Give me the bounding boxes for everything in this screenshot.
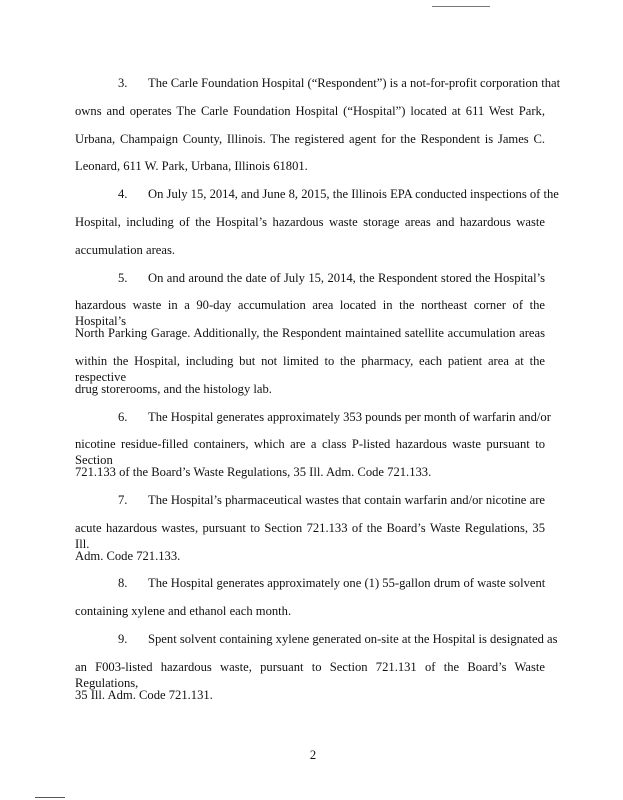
- paragraph-line: Leonard, 611 W. Park, Urbana, Illinois 61801.: [75, 159, 308, 174]
- paragraph-number: 4.: [118, 187, 128, 202]
- paragraph-line: Hospital, including of the Hospital’s hazardous waste storage areas and hazardous waste: [75, 215, 545, 229]
- paragraph-line: containing xylene and ethanol each month.: [75, 604, 292, 619]
- paragraph-text: The Hospital generates approximately one (1) 55-gallon drum of waste solvent: [148, 576, 546, 591]
- paragraph-number: 5.: [118, 270, 128, 285]
- paragraph-number: 9.: [118, 632, 128, 646]
- paragraph-number: 3.: [118, 76, 128, 90]
- paragraph-line: owns and operates The Carle Foundation Hospital (“Hospital”) located at 611 West Park,: [75, 103, 545, 118]
- page-number: 2: [309, 748, 317, 762]
- paragraph-text: On and around the date of July 15, 2014, the Respondent stored the Hospital’s: [148, 270, 545, 285]
- paragraph-text: The Carle Foundation Hospital (“Respondent”) is a not-for-profit corporation that: [148, 76, 561, 90]
- top-rule: [432, 6, 490, 7]
- paragraph-line: [75, 631, 558, 647]
- paragraph-line: 35 Ill. Adm. Code 721.131.: [75, 687, 213, 702]
- paragraph-line: Adm. Code 721.133.: [75, 548, 181, 563]
- paragraph-line: North Parking Garage. Additionally, the Respondent maintained satellite accumulation areas: [75, 326, 545, 341]
- paragraph-line: within the Hospital, including but not limited to the pharmacy, each patient area at the respective: [75, 354, 545, 384]
- paragraph-text: On July 15, 2014, and June 8, 2015, the Illinois EPA conducted inspections of the: [148, 187, 559, 202]
- paragraph-line: acute hazardous wastes, pursuant to Section 721.133 of the Board’s Waste Regulations, 35 Ill.: [75, 520, 545, 551]
- paragraph-text: The Hospital’s pharmaceutical wastes that contain warfarin and/or nicotine are: [148, 493, 545, 507]
- paragraph-line: Urbana, Champaign County, Illinois. The registered agent for the Respondent is James C.: [75, 131, 545, 146]
- paragraph-line: hazardous waste in a 90-day accumulation area located in the northeast corner of the Hospital’s: [75, 298, 545, 329]
- bottom-rule: [35, 797, 65, 798]
- paragraph-number: 8.: [118, 576, 128, 591]
- paragraph-line: [75, 270, 545, 286]
- paragraph-line: an F003-listed hazardous waste, pursuant to Section 721.131 of the Board’s Waste Regulations,: [75, 659, 545, 690]
- paragraph-line: [75, 575, 545, 591]
- paragraph-line: [75, 492, 545, 508]
- paragraph-line: [75, 186, 559, 202]
- paragraph-number: 7.: [118, 493, 128, 507]
- paragraph-number: 6.: [118, 409, 128, 424]
- paragraph-line: drug storerooms, and the histology lab.: [75, 381, 272, 396]
- paragraph-line: nicotine residue-filled containers, which are a class P-listed hazardous waste pursuant to Section: [75, 437, 545, 468]
- paragraph-line: [75, 75, 561, 91]
- paragraph-line: 721.133 of the Board’s Waste Regulations, 35 Ill. Adm. Code 721.133.: [75, 465, 432, 480]
- paragraph-text: The Hospital generates approximately 353 pounds per month of warfarin and/or: [148, 409, 551, 424]
- paragraph-line: accumulation areas.: [75, 242, 175, 257]
- paragraph-text: Spent solvent containing xylene generated on-site at the Hospital is designated as: [148, 632, 558, 646]
- paragraph-line: [75, 409, 551, 425]
